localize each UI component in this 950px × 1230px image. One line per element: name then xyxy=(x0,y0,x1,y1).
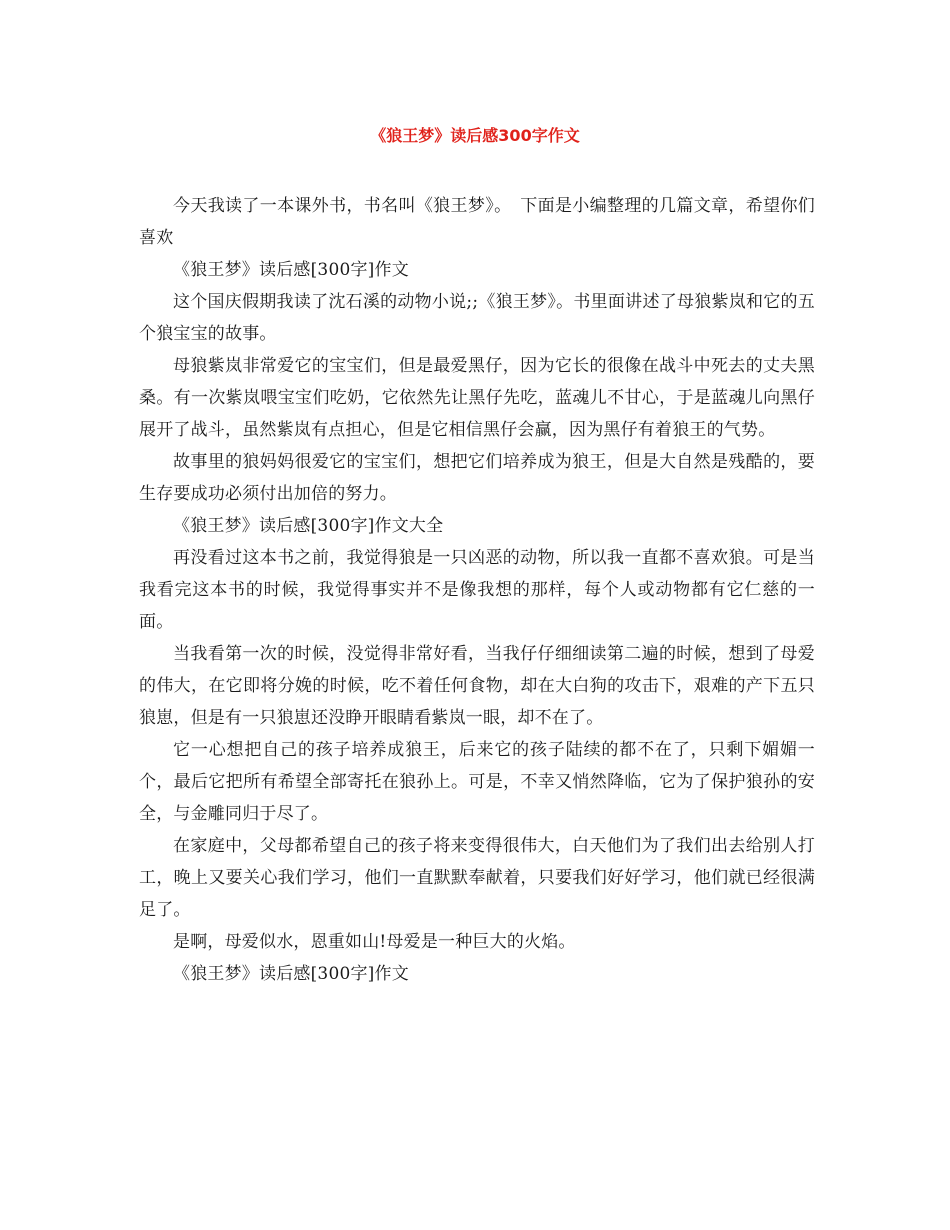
section-heading-3: 《狼王梦》读后感[300字]作文 xyxy=(173,964,409,984)
paragraph: 再没看过这本书之前，我觉得狼是一只凶恶的动物，所以我一直都不喜欢狼。可是当我看完这本书的时候，我觉得事实并不是像我想的那样，每个人或动物都有它仁慈的一面。 xyxy=(139,548,815,632)
paragraph: 它一心想把自己的孩子培养成狼王，后来它的孩子陆续的都不在了，只剩下媚媚一个，最后它把所有希望全部寄托在狼孙上。可是，不幸又悄然降临，它为了保护狼孙的安全，与金雕同归于尽了。 xyxy=(139,740,815,824)
section-heading-2: 《狼王梦》读后感[300字]作文大全 xyxy=(173,516,444,536)
paragraph-intro: 今天我读了一本课外书，书名叫《狼王梦》。 下面是小编整理的几篇文章，希望你们喜欢 xyxy=(139,196,815,248)
paragraph: 这个国庆假期我读了沈石溪的动物小说;;《狼王梦》。书里面讲述了母狼紫岚和它的五个狼宝宝的故事。 xyxy=(139,292,815,344)
document-body xyxy=(139,190,815,990)
paragraph: 母狼紫岚非常爱它的宝宝们，但是最爱黑仔，因为它长的很像在战斗中死去的丈夫黑桑。有一次紫岚喂宝宝们吃奶，它依然先让黑仔先吃，蓝魂儿不甘心，于是蓝魂儿向黑仔展开了战斗，虽然紫岚有点担心，但是它相信黑仔会赢，因为黑仔有着狼王的气势。 xyxy=(139,356,815,440)
paragraph: 在家庭中，父母都希望自己的孩子将来变得很伟大，白天他们为了我们出去给别人打工，晚上又要关心我们学习，他们一直默默奉献着，只要我们好好学习，他们就已经很满足了。 xyxy=(139,836,815,920)
paragraph: 当我看第一次的时候，没觉得非常好看，当我仔仔细细读第二遍的时候，想到了母爱的伟大，在它即将分娩的时候，吃不着任何食物，却在大白狗的攻击下，艰难的产下五只狼崽，但是有一只狼崽还没睁开眼睛看紫岚一眼，却不在了。 xyxy=(139,644,815,728)
document-title: 《狼王梦》读后感300字作文 xyxy=(370,126,580,145)
section-heading-1: 《狼王梦》读后感[300字]作文 xyxy=(173,260,409,280)
paragraph: 故事里的狼妈妈很爱它的宝宝们，想把它们培养成为狼王，但是大自然是残酷的，要生存要成功必须付出加倍的努力。 xyxy=(139,452,815,504)
paragraph: 是啊，母爱似水，恩重如山!母爱是一种巨大的火焰。 xyxy=(173,932,576,952)
